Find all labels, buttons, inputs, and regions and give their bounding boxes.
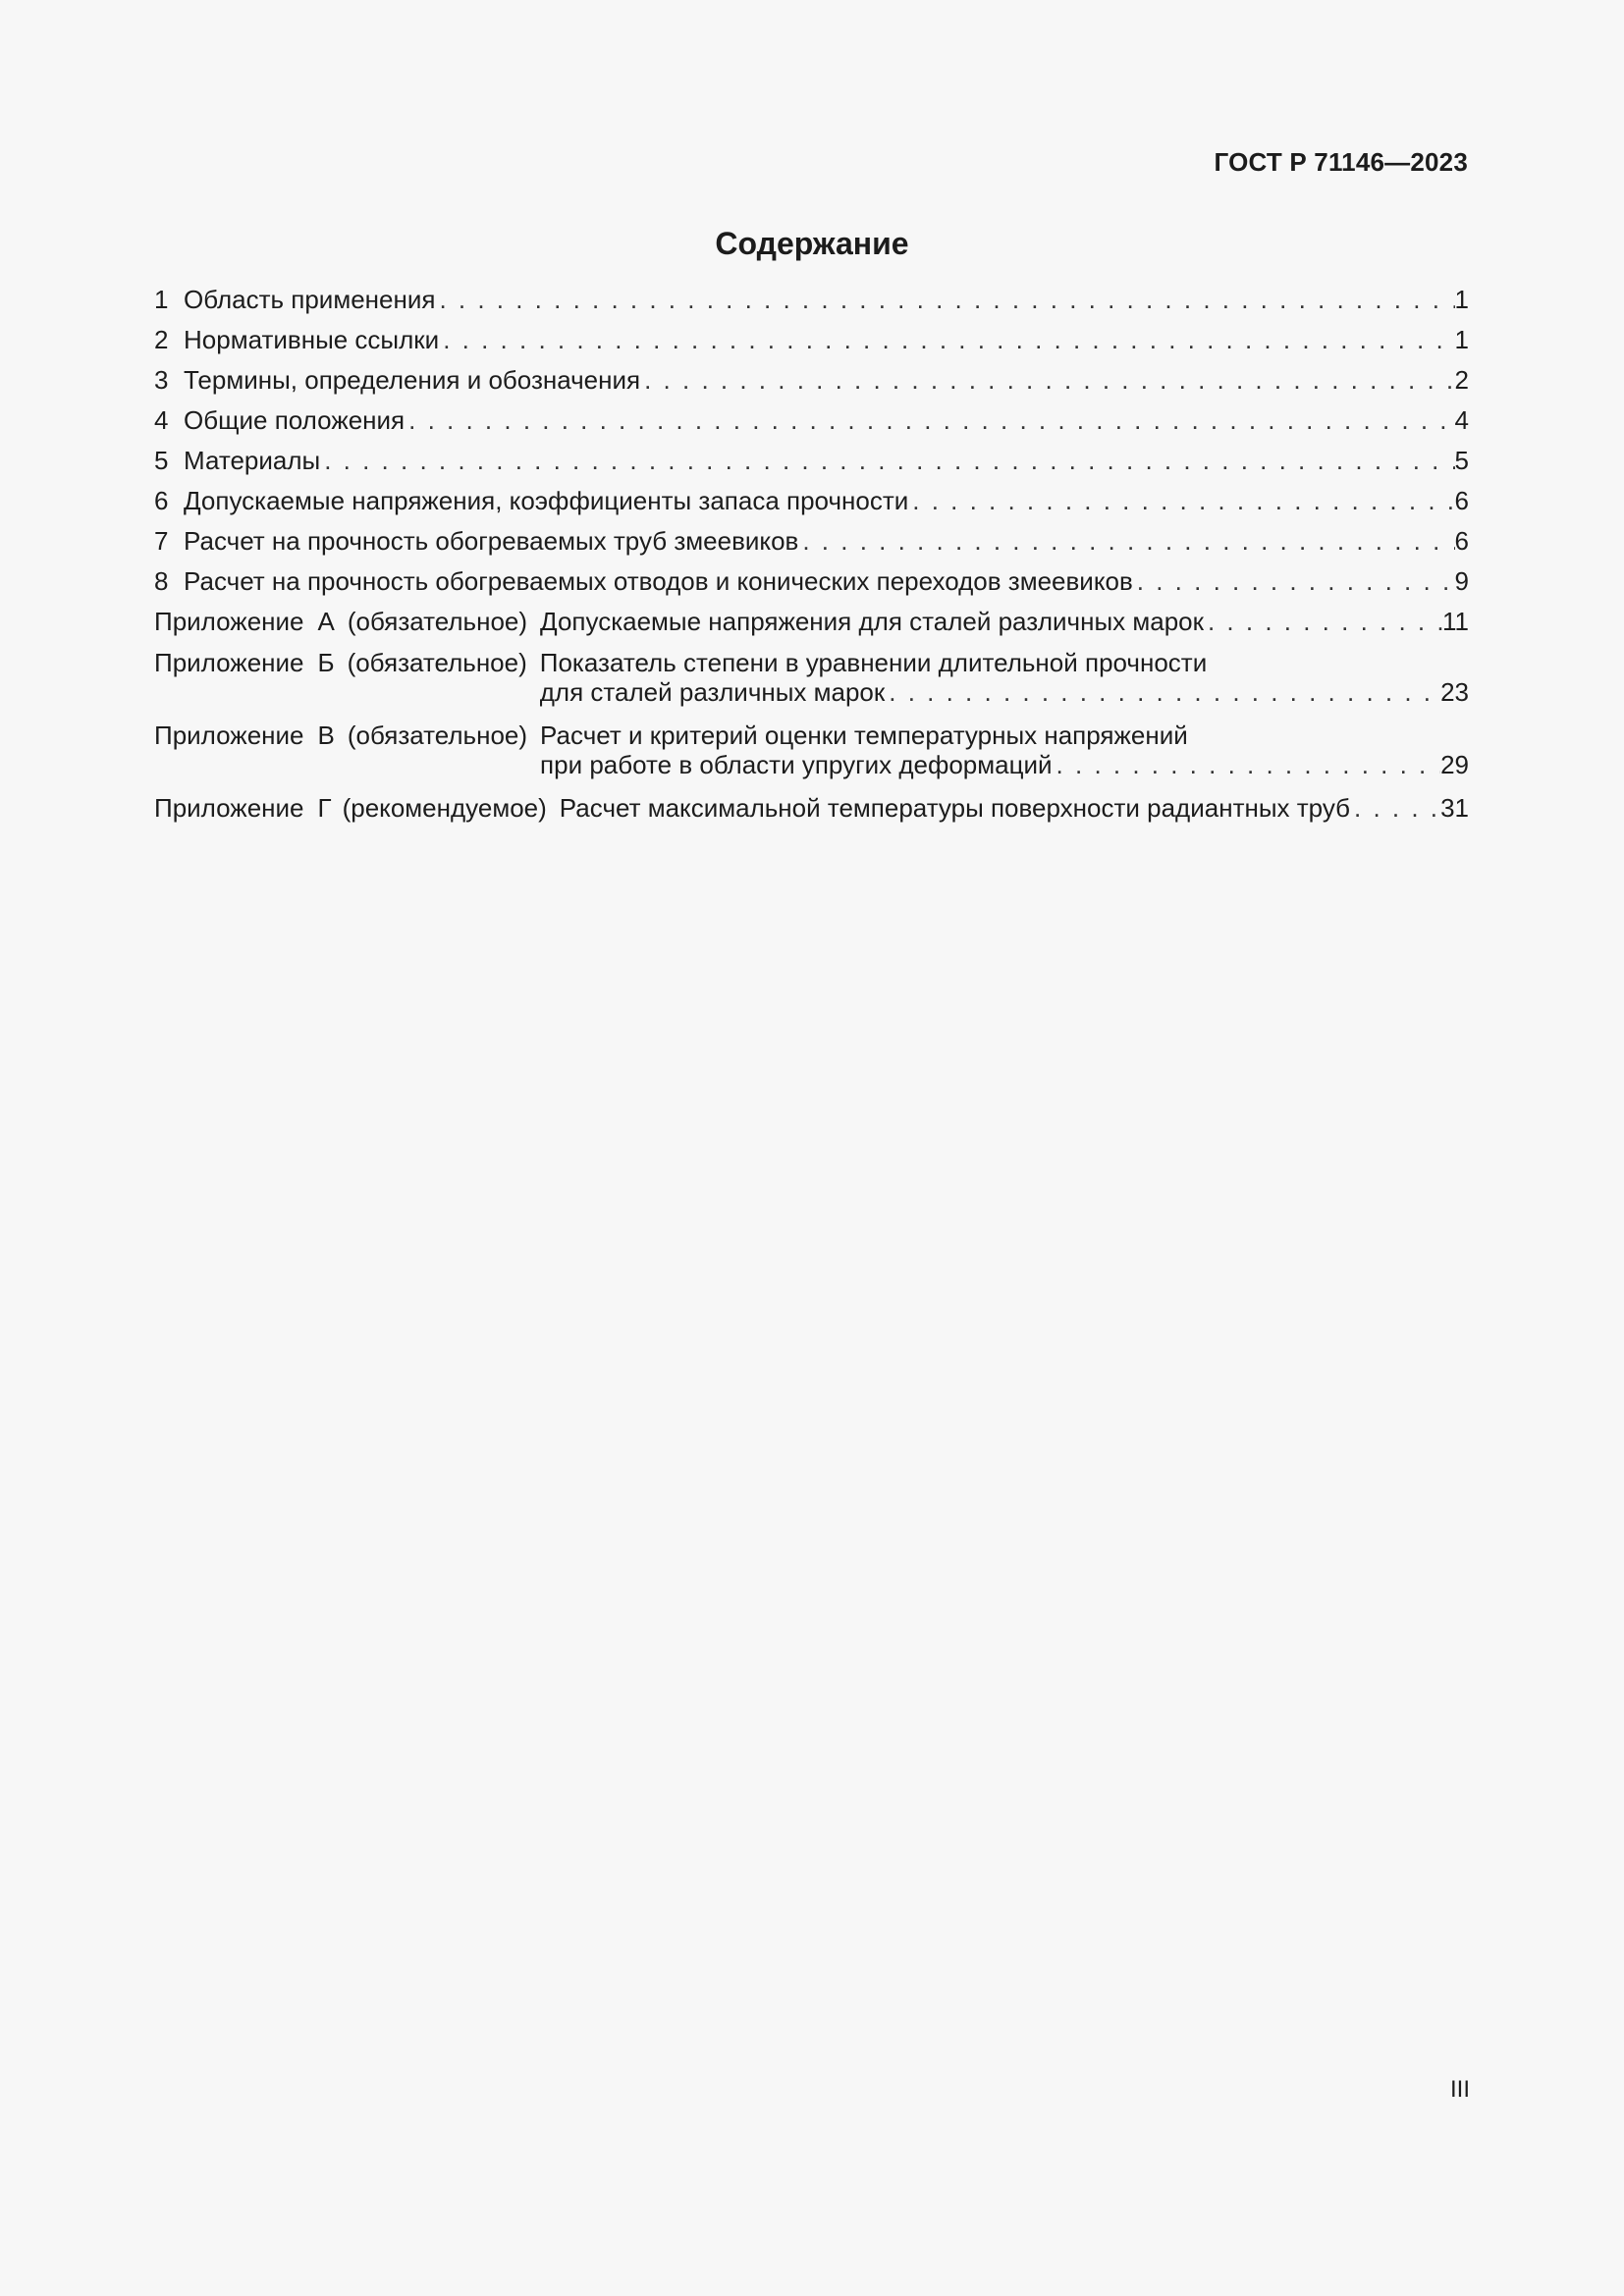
toc-entry-appendix-a[interactable] (154, 607, 1469, 648)
page-number: 1 (1454, 285, 1469, 314)
toc-entry-section-8[interactable] (154, 566, 1469, 607)
section-title: Термины, определения и обозначения (184, 365, 641, 395)
toc-entry-appendix-g[interactable] (154, 793, 1469, 834)
dot-leader (439, 325, 1454, 354)
appendix-letter: Г (317, 793, 332, 823)
page-number: 11 (1442, 607, 1469, 636)
section-title: Расчет на прочность обогреваемых труб змеевиков (184, 526, 799, 556)
toc-entry-section-1[interactable] (154, 285, 1469, 325)
table-of-contents (154, 285, 1469, 834)
section-title: Область применения (184, 285, 436, 314)
appendix-title: Расчет максимальной температуры поверхности радиантных труб (559, 793, 1351, 823)
toc-entry-section-7[interactable] (154, 526, 1469, 566)
section-title: Расчет на прочность обогреваемых отводов и конических переходов змеевиков (184, 566, 1133, 596)
appendix-title: Показатель степени в уравнении длительной прочности (539, 648, 1208, 677)
appendix-status: (обязательное) (347, 721, 528, 750)
page-number: 31 (1440, 793, 1469, 823)
section-number: 8 (154, 566, 169, 596)
dot-leader (320, 446, 1454, 475)
appendix-letter: Б (317, 648, 335, 677)
page-number: 4 (1454, 405, 1469, 435)
toc-entry-section-3[interactable] (154, 365, 1469, 405)
section-number: 5 (154, 446, 169, 475)
toc-entry-section-6[interactable] (154, 486, 1469, 526)
section-number: 7 (154, 526, 169, 556)
dot-leader (1204, 607, 1442, 636)
page-number: 1 (1454, 325, 1469, 354)
section-title: Общие положения (184, 405, 406, 435)
section-number: 4 (154, 405, 169, 435)
section-title: Допускаемые напряжения, коэффициенты запаса прочности (184, 486, 909, 515)
appendix-letter: В (317, 721, 335, 750)
toc-entry-appendix-b[interactable] (154, 648, 1469, 721)
section-title: Материалы (184, 446, 321, 475)
dot-leader (405, 405, 1454, 435)
section-number: 3 (154, 365, 169, 395)
dot-leader (435, 285, 1454, 314)
page-number-footer: III (1449, 2076, 1470, 2103)
toc-title: Содержание (715, 226, 909, 261)
appendix-label: Приложение (154, 793, 304, 823)
page-number: 6 (1454, 526, 1469, 556)
section-title: Нормативные ссылки (184, 325, 440, 354)
dot-leader (1350, 793, 1440, 823)
appendix-title-continued: для сталей различных марок (539, 677, 886, 707)
toc-entry-section-5[interactable] (154, 446, 1469, 486)
dot-leader (1053, 750, 1441, 779)
toc-entry-section-2[interactable] (154, 325, 1469, 365)
toc-entry-appendix-v[interactable] (154, 721, 1469, 793)
page-number: 29 (1440, 750, 1469, 779)
appendix-status: (обязательное) (347, 607, 528, 636)
appendix-status: (обязательное) (347, 648, 527, 677)
page-number: 6 (1454, 486, 1469, 515)
page-number: 5 (1454, 446, 1469, 475)
dot-leader (640, 365, 1454, 395)
dot-leader (1133, 566, 1455, 596)
appendix-title: Расчет и критерий оценки температурных напряжений (540, 721, 1188, 750)
appendix-status: (рекомендуемое) (342, 793, 547, 823)
page-number: 9 (1454, 566, 1469, 596)
appendix-letter: А (317, 607, 335, 636)
dot-leader (885, 677, 1440, 707)
appendix-label: Приложение (154, 721, 304, 750)
appendix-title-continued: при работе в области упругих деформаций (540, 750, 1053, 779)
toc-entry-section-4[interactable] (154, 405, 1469, 446)
page-number: 23 (1440, 677, 1469, 707)
section-number: 1 (154, 285, 169, 314)
appendix-label: Приложение (154, 648, 304, 677)
section-number: 2 (154, 325, 169, 354)
section-number: 6 (154, 486, 169, 515)
appendix-label: Приложение (154, 607, 304, 636)
page-number: 2 (1454, 365, 1469, 395)
dot-leader (798, 526, 1454, 556)
dot-leader (908, 486, 1454, 515)
appendix-title: Допускаемые напряжения для сталей различных марок (540, 607, 1204, 636)
document-code: ГОСТ Р 71146—2023 (1214, 147, 1468, 177)
